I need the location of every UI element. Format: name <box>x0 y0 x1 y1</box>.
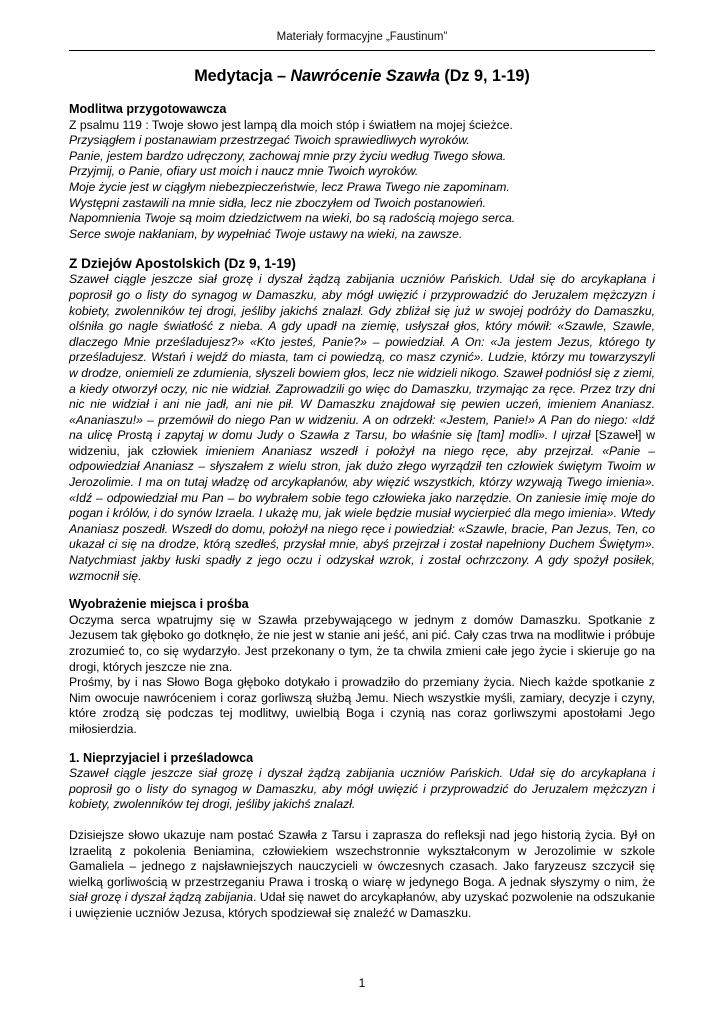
section-1-body-a: Dzisiejsze słowo ukazuje nam postać Szawła z Tarsu i zaprasza do refleksji nad jego historią życia. Był on Izraelitą z pokolenia Beniamina, człowiekiem wszechstronnie wykształconym w Jerozolimie w szkole Gamaliela – jednego z najsławniejszych nauczycieli w ówczesnych czasach. Jako faryzeusz szczycił się wielką gorliwością w przestrzeganiu Prawa i troską o wiarę w jedynego Boga. A jednak słyszymy o nim, że <box>69 827 655 889</box>
prayer-line: Przyjmij, o Panie, ofiary ust moich i naucz mnie Twoich wyroków. <box>69 164 419 179</box>
page-title <box>69 66 655 86</box>
section-1-heading: 1. Nieprzyjaciel i prześladowca <box>69 750 254 765</box>
prayer-intro: Z psalmu 119 : Twoje słowo jest lampą dla moich stóp i światłem na mojej ścieżce. <box>69 117 513 132</box>
prayer-section <box>69 102 655 242</box>
prayer-line: Serce swoje nakłaniam, by wypełniać Twoje ustawy na wieki, na zawsze. <box>69 226 463 241</box>
acts-text-b: imieniem Ananiasz wszedł i położył na niego ręce, aby przejrzał. «Panie – odpowiedział Ananiasz – słyszałem z wielu stron, jak dużo złego wyrządził ten człowiek świętym Twoim w Jerozolimie. I ma on tutaj władzę od arcykapłanów, aby więzić wszystkich, którzy wzywają Twego imienia». «Idź – odpowiedział mu Pan – bo wybrałem sobie tego człowieka jako narzędzie. On zaniesie imię moje do pogan i królów, i do synów Izraela. I ukażę mu, jak wiele będzie musiał wycierpieć dla mego imienia». Wtedy Ananiasz poszedł. Wszedł do domu, położył na niego ręce i powiedział: «Szawle, bracie, Pan Jezus, Ten, co ukazał ci się na drodze, którą szedłeś, przysłał mnie, abyś przejrzał i został napełniony Duchem Świętym». Natychmiast jakby łuski spadły z jego oczu i odzyskał wzrok, i został ochrzczony. A gdy spożył posiłek, wzmocnił się. <box>69 443 655 583</box>
prayer-line: Napomnienia Twoje są moim dziedzictwem na wieki, bo są radością mojego serca. <box>69 211 516 226</box>
section-1 <box>69 751 655 922</box>
prayer-line: Występni zastawili na mnie sidła, lecz nie zboczyłem od Twoich postanowień. <box>69 195 487 210</box>
place-heading: Wyobrażenie miejsca i prośba <box>69 597 249 612</box>
acts-passage <box>69 272 655 584</box>
prayer-heading: Modlitwa przygotowawcza <box>69 102 227 116</box>
section-1-body-italic: siał grozę i dyszał żądzą zabijania <box>69 890 254 905</box>
page-number: 1 <box>358 976 366 990</box>
header-divider <box>69 50 655 51</box>
section-1-body-b: . Udał się nawet do arcykapłanów, aby uzyskać pozwolenie na odszukanie i uwięzienie uczniów Jezusa, których spodziewał się znaleźć w Damaszku. <box>69 890 655 920</box>
place-section <box>69 597 655 737</box>
title-suffix: (Dz 9, 1-19) <box>439 67 530 85</box>
section-1-body <box>69 828 655 922</box>
acts-section <box>69 256 655 584</box>
title-prefix: Medytacja – <box>194 67 291 85</box>
title-italic: Nawrócenie Szawła <box>290 67 440 85</box>
prayer-line: Moje życie jest w ciągłym niebezpieczeństwie, lecz Prawa Twego nie zapominam. <box>69 179 510 194</box>
acts-text-a: Szaweł ciągle jeszcze siał grozę i dyszał żądzą zabijania uczniów Pańskich. Udał się do arcykapłana i poprosił go o listy do synagog w Damaszku, aby mógł uwięzić i przyprowadzić do Jeruzalem mężczyzn i kobiety, zwolenników tej drogi, jeśliby jakichś znalazł. Gdy zbliżał się już w swojej podróży do Damaszku, olśniła go nagle światłość z nieba. A gdy upadł na ziemię, usłyszał głos, który mówił: «Szawle, Szawle, dlaczego Mnie prześladujesz?» «Kto jesteś, Panie?» – powiedział. A On: «Ja jestem Jezus, którego ty prześladujesz. Wstań i wejdź do miasta, tam ci powiedzą, co masz czynić». Ludzie, którzy mu towarzyszyli w drodze, oniemieli ze zdumienia, słyszeli bowiem głos, lecz nie widzieli nikogo. Szaweł podniósł się z ziemi, a kiedy otworzył oczy, nic nie widział. Zaprowadzili go więc do Damaszku, trzymając za ręce. Przez trzy dni nic nie widział i ani nie jadł, ani nie pił. W Damaszku znajdował się pewien uczeń, imieniem Ananiasz. «Ananiaszu!» – przemówił do niego Pan w widzeniu. A on odrzekł: «Jestem, Panie!» A Pan do niego: «Idź na ulicę Prostą i zapytaj w domu Judy o Szawła z Tarsu, bo właśnie się [tam] modli». I ujrzał <box>69 272 655 443</box>
acts-text-normal: [Szaweł] w widzeniu, jak człowiek <box>69 428 655 458</box>
place-paragraph-2: Prośmy, by i nas Słowo Boga głęboko dotykało i prowadziło do przemiany życia. Niech każde spotkanie z Nim owocuje nawróceniem i coraz gorliwszą służbą Jemu. Niech wszystkie myśli, zamiary, decyzje i czyny, które zrodzą się podczas tej modlitwy, uwielbią Boga i czynią nas coraz gorliwszymi apostołami Jego miłosierdzia. <box>69 675 655 736</box>
prayer-line: Panie, jestem bardzo udręczony, zachowaj mnie przy życiu według Twego słowa. <box>69 148 507 163</box>
prayer-line: Przysiągłem i postanawiam przestrzegać Twoich sprawiedliwych wyroków. <box>69 133 470 148</box>
section-1-quote: Szaweł ciągle jeszcze siał grozę i dyszał żądzą zabijania uczniów Pańskich. Udał się do arcykapłana i poprosił go o listy do synagog w Damaszku, aby mógł uwięzić i przyprowadzić do Jeruzalem mężczyzn i kobiety, zwolenników tej drogi, jeśliby jakichś znalazł. <box>69 766 655 812</box>
acts-heading: Z Dziejów Apostolskich (Dz 9, 1-19) <box>69 256 296 272</box>
document-body <box>69 66 655 922</box>
place-paragraph-1: Oczyma serca wpatrujmy się w Szawła przebywającego w jednym z domów Damaszku. Spotkanie z Jezusem tak głęboko go dotknęło, że nie jest w stanie ani jeść, ani pić. Cały czas trwa na modlitwie i próbuje zrozumieć to, co się wydarzyło. Jest przekonany o tym, że ta chwila zmieni całe jego życie i skieruje go na drogi, których jeszcze nie zna. <box>69 612 655 674</box>
page-header: Materiały formacyjne „Faustinum” <box>276 31 448 43</box>
